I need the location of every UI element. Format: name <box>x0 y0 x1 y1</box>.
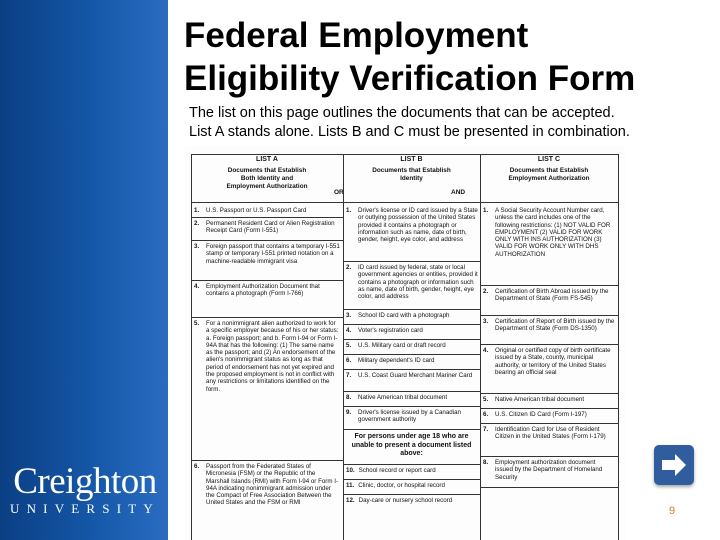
row-divider <box>480 285 618 286</box>
item-number: 3. <box>194 243 200 250</box>
item-text: Employment Authorization Document that contains a photograph (Form I-766) <box>206 283 320 298</box>
item-number: 4. <box>346 327 352 334</box>
university-logo <box>10 462 160 517</box>
list-c-item <box>483 426 615 441</box>
item-text: Military dependent's ID card <box>358 357 435 364</box>
table-top-border <box>191 154 619 155</box>
item-text: Voter's registration card <box>358 327 423 334</box>
list-b-header <box>345 156 478 183</box>
item-number: 2. <box>194 220 200 227</box>
row-divider <box>343 339 480 340</box>
i9-document-lists-image <box>185 146 625 540</box>
list-c-item <box>483 411 615 418</box>
list-b-item <box>346 409 478 424</box>
list-b-heading-1: Documents that Establish <box>372 167 451 174</box>
list-c-item <box>483 459 615 481</box>
row-divider <box>191 460 343 461</box>
row-divider <box>343 429 480 430</box>
item-number: 8. <box>346 394 352 401</box>
title-line-2: Eligibility Verification Form <box>184 59 636 98</box>
item-text: U.S. Military card or draft record <box>358 342 446 349</box>
item-number: 5. <box>483 396 489 403</box>
list-b-item <box>346 207 478 243</box>
list-a-heading-3: Employment Authorization <box>226 183 308 190</box>
item-text: Passport from the Federated States of Micronesia (FSM) or the Republic of the Marshall Islands (RMI) with Form I-94 or Form I-94A indicating nonimmigrant admission under the Compact of Free Association Between the United States and the FSM or RMI <box>206 463 339 507</box>
or-label: OR <box>334 189 344 196</box>
header-divider <box>191 202 619 203</box>
row-divider <box>343 464 480 465</box>
item-number: 3. <box>483 318 489 325</box>
list-a-title: LIST A <box>256 156 278 163</box>
item-number: 3. <box>346 312 352 319</box>
list-a-heading-1: Documents that Establish <box>227 167 307 174</box>
list-c-item <box>483 207 615 258</box>
item-text: Native American tribal document <box>495 396 585 403</box>
list-b-minor-item <box>346 467 478 474</box>
intro-text <box>189 104 709 142</box>
list-a-item <box>194 243 340 265</box>
item-number: 9. <box>346 409 352 416</box>
item-text: U.S. Coast Guard Merchant Mariner Card <box>358 372 473 379</box>
item-number: 5. <box>194 320 200 327</box>
item-number: 1. <box>194 207 200 214</box>
item-text: Driver's license or ID card issued by a State or outlying possession of the United States provided it contains a photograph or information such as name, date of birth, gender, height, eye color, and address <box>358 207 478 244</box>
list-a-item <box>194 463 340 507</box>
item-text: Identification Card for Use of Resident Citizen in the United States (Form I-179) <box>495 426 606 441</box>
row-divider <box>343 261 480 262</box>
list-c-heading-1: Documents that Establish <box>509 167 589 174</box>
list-b-title: LIST B <box>400 156 423 163</box>
sidebar-panel <box>0 0 168 540</box>
table-left-border <box>191 154 192 540</box>
row-divider <box>191 240 343 241</box>
title-line-1: Federal Employment <box>184 16 529 55</box>
table-right-border <box>618 154 619 540</box>
list-b-item <box>346 312 478 319</box>
item-number: 2. <box>483 288 489 295</box>
slide-title <box>184 14 635 100</box>
item-text: ID card issued by federal, state or local government agencies or entities, provided it contains a photograph or information such as name, date of birth, gender, height, eye color, and address <box>358 264 478 301</box>
list-b-item <box>346 357 478 364</box>
list-b-c-divider <box>480 154 481 540</box>
item-text: Clinic, doctor, or hospital record <box>358 482 445 489</box>
item-number: 8. <box>483 459 489 466</box>
item-text: For a nonimmigrant alien authorized to work for a specific employer because of his or her status: a. Foreign passport; and b. Form I-94 or Form I-94A that has the following: (1) The same name as the passport; and (2) An endorsement of the alien's nonimmigrant status as long as that period of endorsement has not yet expired and the proposed employment is not in conflict with any restrictions or limitations identified on the form. <box>206 320 339 393</box>
row-divider <box>343 354 480 355</box>
list-b-item <box>346 342 478 349</box>
list-a-b-divider <box>343 154 344 540</box>
item-number: 10. <box>346 467 355 474</box>
item-number: 1. <box>483 207 489 214</box>
list-a-item <box>194 320 340 393</box>
item-number: 11. <box>346 482 355 489</box>
item-text: School ID card with a photograph <box>358 312 450 319</box>
list-c-header <box>482 156 616 183</box>
page-number: 9 <box>669 505 676 517</box>
row-divider <box>343 324 480 325</box>
list-c-item <box>483 396 615 403</box>
item-text: U.S. Passport or U.S. Passport Card <box>206 207 307 214</box>
list-a-item <box>194 207 340 214</box>
row-divider <box>191 317 343 318</box>
row-divider <box>480 315 618 316</box>
item-number: 6. <box>346 357 352 364</box>
list-c-title: LIST C <box>537 156 561 163</box>
list-b-item <box>346 264 478 300</box>
list-b-minor-item <box>346 482 478 489</box>
right-arrow-icon <box>661 453 687 477</box>
list-b-item <box>346 327 478 334</box>
item-number: 6. <box>483 411 489 418</box>
item-text: Original or certified copy of birth certificate issued by a State, county, municipal authority, or territory of the United States bearing an official seal <box>495 347 611 376</box>
item-number: 1. <box>346 207 352 214</box>
logo-wordmark: Creighton <box>13 461 157 502</box>
minor-section-heading: For persons under age 18 who are unable to present a document listed above: <box>351 433 472 457</box>
list-c-item <box>483 347 615 376</box>
list-a-header <box>193 156 341 191</box>
item-text: Employment authorization document issued by the Department of Homeland Security <box>495 459 603 481</box>
item-number: 12. <box>346 497 355 504</box>
row-divider <box>343 369 480 370</box>
list-c-item <box>483 288 615 303</box>
row-divider <box>343 309 480 310</box>
item-text: Day-care or nursery school record <box>358 497 453 504</box>
row-divider <box>480 393 618 394</box>
item-text: Certification of Report of Birth issued by the Department of State (Form DS-1350) <box>495 318 615 333</box>
list-b-item <box>346 372 478 379</box>
row-divider <box>480 456 618 457</box>
item-text: Foreign passport that contains a temporary I-551 stamp or temporary I-551 printed notation on a machine-readable immigrant visa <box>206 243 340 265</box>
row-divider <box>191 217 343 218</box>
row-divider <box>343 479 480 480</box>
row-divider <box>480 423 618 424</box>
row-divider <box>343 406 480 407</box>
intro-line-2: List A stands alone. Lists B and C must be presented in combination. <box>189 124 630 140</box>
item-text: Native American tribal document <box>358 394 448 401</box>
list-a-item <box>194 283 340 298</box>
list-c-item <box>483 318 615 333</box>
logo-subtitle: UNIVERSITY <box>10 501 160 516</box>
row-divider <box>343 494 480 495</box>
list-b-heading-2: Identity <box>400 175 423 182</box>
list-b-minor-item <box>346 497 478 504</box>
item-text: Driver's license issued by a Canadian government authority <box>358 409 461 424</box>
item-number: 5. <box>346 342 352 349</box>
list-b-item <box>346 394 478 401</box>
item-text: Permanent Resident Card or Alien Registration Receipt Card (Form I-551) <box>206 220 335 235</box>
item-number: 7. <box>483 426 489 433</box>
list-a-heading-2: Both Identity and <box>240 175 294 182</box>
next-slide-button[interactable] <box>654 445 694 485</box>
item-text: School record or report card <box>358 467 436 474</box>
row-divider <box>480 344 618 345</box>
and-label: AND <box>451 189 466 196</box>
list-c-heading-2: Employment Authorization <box>508 175 590 182</box>
list-a-item <box>194 220 340 235</box>
row-divider <box>343 391 480 392</box>
item-number: 2. <box>346 264 352 271</box>
item-number: 4. <box>194 283 200 290</box>
item-text: U.S. Citizen ID Card (Form I-197) <box>495 411 587 418</box>
row-divider <box>480 408 618 409</box>
item-number: 7. <box>346 372 352 379</box>
item-text: A Social Security Account Number card, unless the card includes one of the following restrictions: (1) NOT VALID FOR EMPLOYMENT (2) VALID FOR WORK ONLY WITH INS AUTHORIZATION (3) VALID FOR WORK ONLY WITH DHS AUTHORIZATION <box>495 207 611 258</box>
item-text: Certification of Birth Abroad issued by the Department of State (Form FS-545) <box>495 288 609 303</box>
intro-line-1: The list on this page outlines the documents that can be accepted. <box>189 105 615 121</box>
item-number: 6. <box>194 463 200 470</box>
row-divider <box>480 487 618 488</box>
row-divider <box>191 280 343 281</box>
item-number: 4. <box>483 347 489 354</box>
